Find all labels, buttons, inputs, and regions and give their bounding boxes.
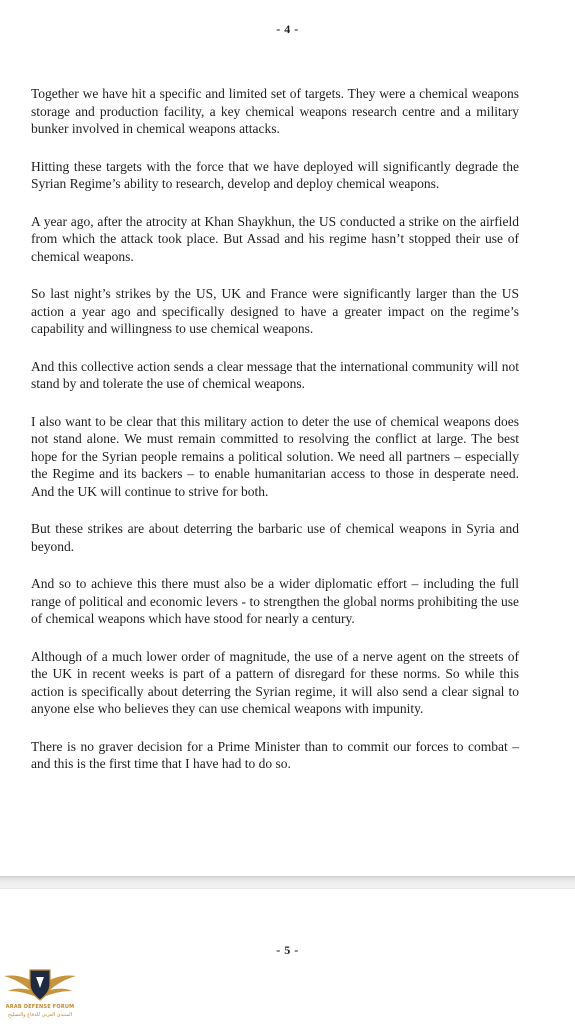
page-number: - 4 - (276, 22, 299, 36)
paragraph: Although of a much lower order of magnitude, the use of a nerve agent on the streets of the UK in recent weeks is part of a pattern of disregard for these norms. So while this action is specifically about deterring the Syrian regime, it will also send a clear signal to anyone else who believes they can use chemical weapons with impunity. (31, 648, 519, 716)
paragraph: And so to achieve this there must also be a wider diplomatic effort – including the full range of political and economic levers - to strengthen the global norms prohibiting the use of chemical weapons which have stood for nearly a century. (31, 576, 519, 626)
watermark-logo (0, 964, 80, 1024)
page-break-divider (0, 876, 575, 889)
paragraph: A year ago, after the atrocity at Khan Shaykhun, the US conducted a strike on the airfield from which the attack took place. But Assad and his regime hasn’t stopped their use of chemical weapons. (31, 213, 519, 264)
paragraph: I also want to be clear that this military action to deter the use of chemical weapons does not stand alone. We must remain committed to resolving the conflict at large. The best hope for the Syrian people remains a political solution. We need all partners – especially the Regime and its backers – to enable humanitarian access to those in desperate need. And the UK will continue to strive for both. (31, 413, 519, 499)
paragraph: But these strikes are about deterring the barbaric use of chemical weapons in Syria and beyond. (31, 521, 519, 554)
paragraph: And this collective action sends a clear message that the international community will not stand by and tolerate the use of chemical weapons. (31, 358, 519, 391)
eagle-shield-icon (0, 964, 80, 1006)
paragraph: There is no graver decision for a Prime Minister than to commit our forces to combat – and this is the first time that I have had to do so. (31, 738, 519, 771)
page-number: - 5 - (276, 943, 299, 957)
watermark-name-ar: المنتدى العربي للدفاع والتسليح (7, 1012, 73, 1018)
paragraph: Together we have hit a specific and limited set of targets. They were a chemical weapons storage and production facility, a key chemical weapons research centre and a military bunker involved in chemical weapons attacks. (31, 86, 519, 136)
page-body-text (31, 85, 519, 793)
paragraph: Hitting these targets with the force that we have deployed will significantly degrade the Syrian Regime’s ability to research, develop and deploy chemical weapons. (31, 158, 519, 191)
paragraph: So last night’s strikes by the US, UK and France were significantly larger than the US action a year ago and specifically designed to have a greater impact on the regime’s capability and willingness to use chemical weapons. (31, 286, 519, 336)
document-page-5 (0, 889, 575, 1024)
watermark-name-en: ARAB DEFENSE FORUM (5, 1004, 75, 1010)
